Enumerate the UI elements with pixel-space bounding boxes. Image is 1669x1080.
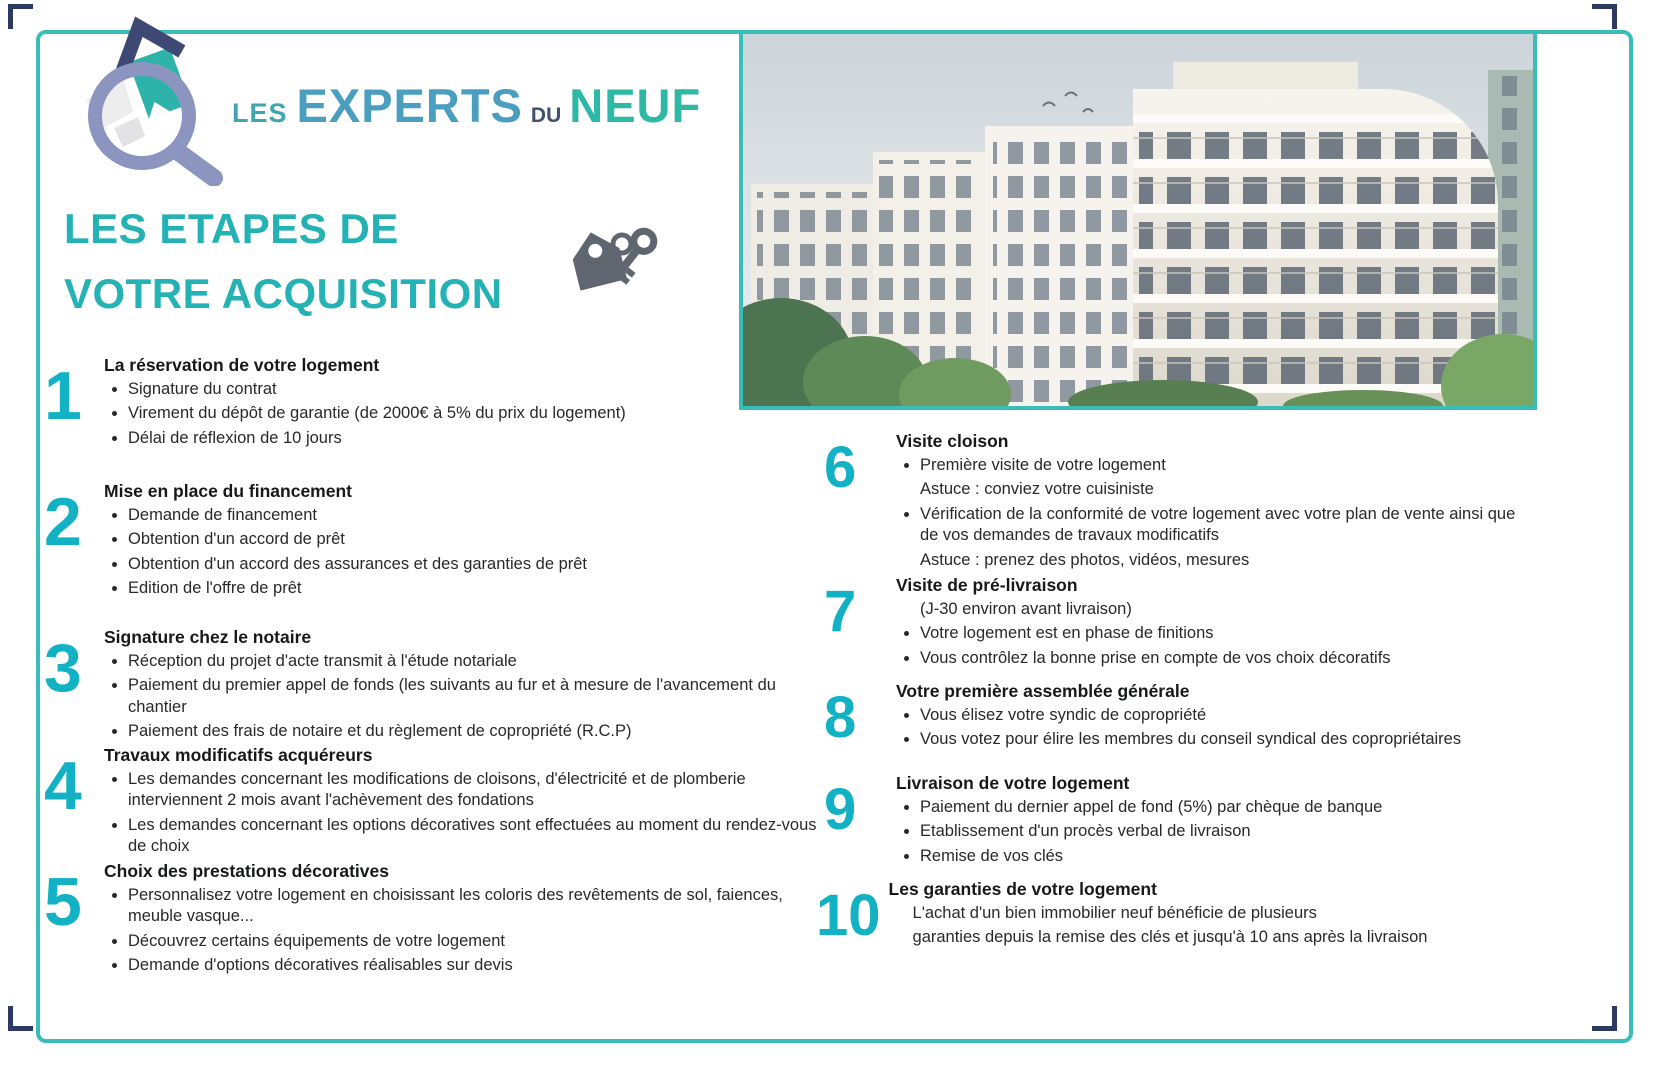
step-7: [824, 570, 1524, 672]
step-item: • Personnalisez votre logement en choisissant les coloris des revêtements de sol, faiences, meuble vasque...: [128, 885, 824, 928]
step-item: • Découvrez certains équipements de votre logement: [128, 931, 824, 952]
step-4-number: 4: [44, 748, 82, 824]
step-item: • Vous élisez votre syndic de copropriété: [920, 705, 1461, 726]
brand-les: LES: [232, 98, 288, 128]
step-5: [44, 856, 824, 980]
step-item: • Vérification de la conformité de votre logement avec votre plan de vente ainsi que de vos demandes de travaux modificatifs: [920, 504, 1524, 547]
step-1-title: La réservation de votre logement: [104, 355, 380, 375]
step-2: [44, 476, 824, 603]
step-item-tip: Astuce : conviez votre cuisiniste: [920, 480, 1154, 499]
brand-wordmark: [232, 78, 701, 133]
magnifier-house-logo-icon: [58, 4, 236, 191]
step-item: • Vous votez pour élire les membres du conseil syndical des copropriétaires: [920, 729, 1461, 750]
step-item: • Première visite de votre logement: [920, 455, 1524, 476]
page-title-line1: LES ETAPES DE: [64, 205, 399, 252]
step-item-note: garanties depuis la remise des clés et jusqu'à 10 ans après la livraison: [912, 928, 1428, 947]
brand-du: DU: [530, 104, 562, 127]
step-item: • Vous contrôlez la bonne prise en compte de vos choix décoratifs: [920, 648, 1391, 669]
corner-mark: [1592, 4, 1617, 29]
brand-experts: EXPERTS: [296, 79, 523, 132]
step-item-note: L'achat d'un bien immobilier neuf bénéficie de plusieurs: [912, 904, 1317, 922]
step-item: • Etablissement d'un procès verbal de livraison: [920, 821, 1382, 842]
corner-mark: [1592, 1006, 1617, 1031]
step-3-number: 3: [44, 630, 82, 706]
step-9-number: 9: [824, 777, 857, 842]
step-item: • Obtention d'un accord de prêt: [128, 529, 587, 550]
step-item: • Les demandes concernant les options décoratives sont effectuées au moment du rendez-vous de choix: [128, 815, 824, 858]
step-item: • Virement du dépôt de garantie (de 2000€ à 5% du prix du logement): [128, 403, 626, 424]
step-6: [824, 426, 1524, 574]
corner-mark: [8, 1006, 33, 1031]
step-item: • Remise de vos clés: [920, 846, 1382, 867]
step-8: [824, 676, 1524, 754]
step-1-number: 1: [44, 358, 82, 434]
step-6-title: Visite cloison: [896, 431, 1009, 451]
step-item: • Demande de financement: [128, 505, 587, 526]
step-item-tip: Astuce : prenez des photos, vidéos, mesures: [920, 550, 1250, 569]
step-item: • Demande d'options décoratives réalisables sur devis: [128, 955, 824, 976]
step-10-number: 10: [816, 883, 881, 948]
step-7-number: 7: [824, 579, 857, 644]
step-item: • Réception du projet d'acte transmit à l'étude notariale: [128, 651, 824, 672]
step-item: • Votre logement est en phase de finitions: [920, 623, 1391, 644]
step-10: [816, 874, 1536, 952]
step-2-title: Mise en place du financement: [104, 481, 352, 501]
step-6-number: 6: [824, 435, 857, 500]
step-4-title: Travaux modificatifs acquéreurs: [104, 745, 373, 765]
step-item: • Délai de réflexion de 10 jours: [128, 428, 626, 449]
step-8-number: 8: [824, 685, 857, 750]
step-item: • Edition de l'offre de prêt: [128, 578, 587, 599]
step-5-number: 5: [44, 864, 82, 940]
step-8-title: Votre première assemblée générale: [896, 681, 1190, 701]
building-photo: [739, 30, 1537, 410]
step-item-note: (J-30 environ avant livraison): [920, 600, 1132, 618]
step-3: [44, 622, 824, 746]
step-2-number: 2: [44, 484, 82, 560]
step-7-title: Visite de pré-livraison: [896, 575, 1078, 595]
step-9-title: Livraison de votre logement: [896, 773, 1130, 793]
step-item: • Signature du contrat: [128, 379, 626, 400]
step-item: • Paiement du dernier appel de fond (5%) par chèque de banque: [920, 797, 1382, 818]
step-5-title: Choix des prestations décoratives: [104, 861, 389, 881]
page-title-line2: VOTRE ACQUISITION: [64, 270, 503, 318]
step-10-title: Les garanties de votre logement: [888, 879, 1157, 899]
step-1: [44, 350, 824, 452]
step-9: [824, 768, 1524, 870]
step-4: [44, 740, 824, 861]
step-item: • Obtention d'un accord des assurances et des garanties de prêt: [128, 554, 587, 575]
corner-mark: [8, 4, 33, 29]
step-item: • Paiement du premier appel de fonds (les suivants au fur et à mesure de l'avancement du chantier: [128, 675, 824, 718]
brand-neuf: NEUF: [569, 79, 702, 132]
step-item: • Les demandes concernant les modifications de cloisons, d'électricité et de plomberie interviennent 2 mois avant l'achèvement des fondations: [128, 769, 824, 812]
page-title: [64, 196, 503, 326]
step-3-title: Signature chez le notaire: [104, 627, 312, 647]
step-item: • Paiement des frais de notaire et du règlement de copropriété (R.C.P): [128, 721, 824, 742]
house-keys-icon: [558, 218, 670, 307]
